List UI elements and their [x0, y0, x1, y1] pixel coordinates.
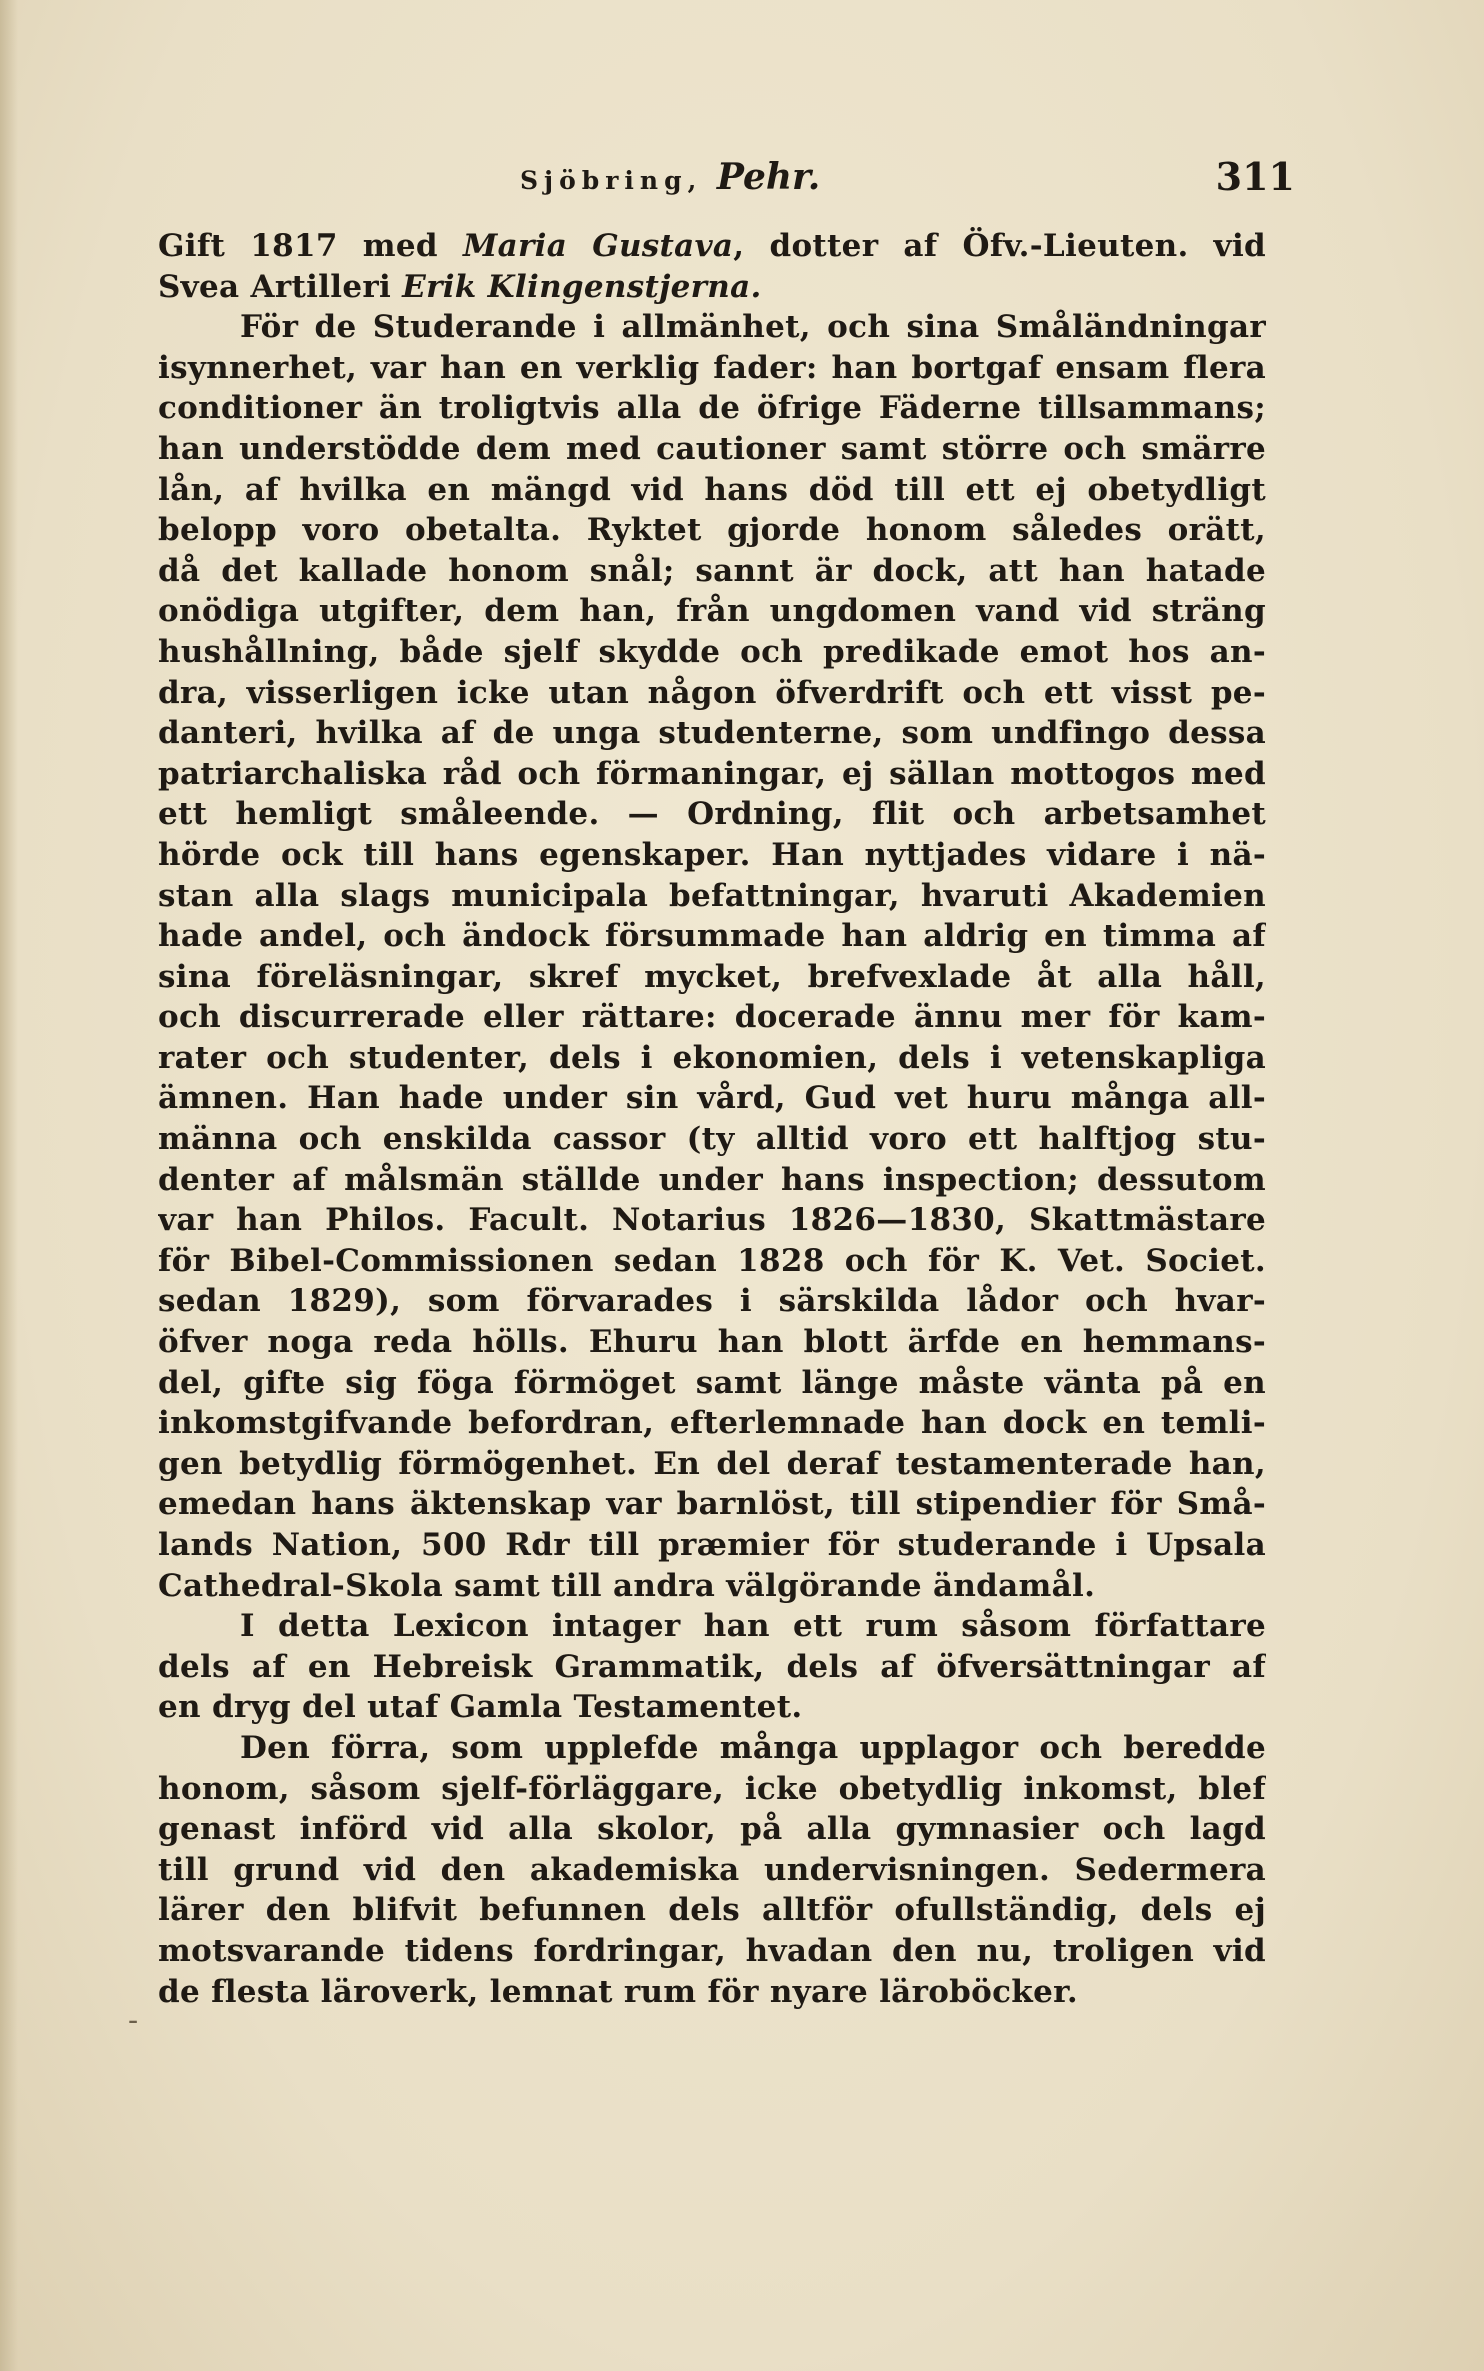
text-segment: rater och studenter, dels i ekonomien, dels i vetenskapliga: [158, 1039, 1266, 1076]
text-segment: Den förra, som upplefde många upplagor och beredde: [240, 1729, 1266, 1766]
text-segment: var han Philos. Facult. Notarius 1826—1830, Skattmästare: [158, 1202, 1266, 1239]
text-line: [158, 1078, 1266, 1119]
text-segment: han understödde dem med cautioner samt större och smärre: [158, 430, 1266, 467]
text-line: [158, 551, 1266, 592]
text-line: [158, 1484, 1266, 1525]
text-line: [158, 1809, 1266, 1850]
text-segment: hushållning, både sjelf skydde och predikade emot hos an-: [158, 633, 1266, 670]
text-segment: denter af målsmän ställde under hans inspection; dessutom: [158, 1161, 1266, 1198]
italic-text-segment: Erik Klingenstjerna.: [402, 268, 762, 305]
italic-text-segment: Maria Gustava: [463, 228, 734, 264]
text-segment: till grund vid den akademiska undervisningen. Sedermera: [158, 1851, 1266, 1888]
text-line: [158, 632, 1266, 673]
text-line: [158, 470, 1266, 511]
text-line: [158, 713, 1266, 754]
text-line: [158, 673, 1266, 714]
text-line: [158, 1850, 1266, 1891]
text-line: [158, 267, 1266, 308]
text-segment: hörde ock till hans egenskaper. Han nyttjades vidare i nä-: [158, 836, 1266, 873]
text-line: [158, 1606, 1266, 1647]
text-line: [158, 1444, 1266, 1485]
text-line: [158, 1769, 1266, 1810]
text-line: [158, 1200, 1266, 1241]
text-line: [158, 226, 1266, 267]
text-line: [158, 1972, 1266, 2013]
text-line: [158, 1728, 1266, 1769]
text-line: [158, 307, 1266, 348]
text-line: [158, 876, 1266, 917]
text-segment: Gift 1817 med: [158, 228, 463, 264]
text-segment: För de Studerande i allmänhet, och sina Småländningar: [240, 309, 1266, 346]
text-line: [158, 388, 1266, 429]
text-segment: och discurrerade eller rättare: docerade ännu mer för kam-: [158, 999, 1266, 1036]
page-header: [140, 150, 1295, 210]
text-segment: ett hemligt småleende. — Ordning, flit och arbetsamhet: [158, 796, 1266, 833]
text-segment: gen betydlig förmögenhet. En del deraf testamenterade han,: [158, 1445, 1266, 1482]
text-segment: motsvarande tidens fordringar, hvadan den nu, troligen vid: [158, 1932, 1266, 1969]
text-segment: inkomstgifvande befordran, efterlemnade han dock en temli-: [158, 1405, 1266, 1442]
text-line: [158, 1160, 1266, 1201]
page-number: 311: [1215, 154, 1295, 199]
text-segment: öfver noga reda hölls. Ehuru han blott ärfde en hemmans-: [158, 1324, 1266, 1361]
text-segment: onödiga utgifter, dem han, från ungdomen vand vid sträng: [158, 593, 1266, 630]
text-segment: ämnen. Han hade under sin vård, Gud vet huru många all-: [158, 1080, 1266, 1117]
text-segment: genast införd vid alla skolor, på alla gymnasier och lagd: [158, 1811, 1266, 1848]
text-line: [158, 510, 1266, 551]
text-segment: patriarchaliska råd och förmaningar, ej sällan mottogos med: [158, 755, 1266, 792]
text-line: [158, 1119, 1266, 1160]
text-segment: conditioner än troligtvis alla de öfrige Fäderne tillsammans;: [158, 390, 1266, 427]
text-line: [158, 429, 1266, 470]
text-line: [158, 1647, 1266, 1688]
text-segment: lands Nation, 500 Rdr till præmier för studerande i Upsala: [158, 1527, 1266, 1563]
text-segment: I detta Lexicon intager han ett rum såsom författare: [240, 1608, 1266, 1645]
text-line: [158, 1281, 1266, 1322]
text-line: [158, 754, 1266, 795]
text-segment: emedan hans äktenskap var barnlöst, till stipendier för Små-: [158, 1486, 1266, 1523]
text-segment: stan alla slags municipala befattningar, hvaruti Akademien: [158, 877, 1266, 914]
running-head-given-name: Pehr.: [716, 156, 821, 198]
text-line: [158, 348, 1266, 389]
text-segment: Svea Artilleri: [158, 268, 403, 305]
text-line: [158, 1890, 1266, 1931]
text-line: [158, 1241, 1266, 1282]
text-segment: sina föreläsningar, skref mycket, brefvexlade åt alla håll,: [158, 958, 1266, 995]
text-line: [158, 997, 1266, 1038]
text-segment: lån, af hvilka en mängd vid hans död till ett ej obetydligt: [158, 471, 1266, 508]
text-segment: belopp voro obetalta. Ryktet gjorde honom således orätt,: [158, 512, 1266, 549]
text-line: [158, 1403, 1266, 1444]
text-line: [158, 1566, 1266, 1607]
text-segment: del, gifte sig föga förmöget samt länge måste vänta på en: [158, 1364, 1266, 1401]
text-line: [158, 1322, 1266, 1363]
text-segment: sedan 1829), som förvarades i särskilda lådor och hvar-: [158, 1283, 1266, 1320]
text-line: [158, 957, 1266, 998]
text-segment: männa och enskilda cassor (ty alltid voro ett halftjog stu-: [158, 1121, 1266, 1158]
text-segment: dels af en Hebreisk Grammatik, dels af öfversättningar af: [158, 1648, 1266, 1685]
body-text: [158, 226, 1266, 2012]
text-segment: , dotter af Öfv.-Lieuten. vid: [733, 228, 1266, 264]
text-segment: honom, såsom sjelf-förläggare, icke obetydlig inkomst, blef: [158, 1770, 1266, 1807]
text-segment: hade andel, och ändock försummade han aldrig en timma af: [158, 918, 1266, 955]
text-segment: danteri, hvilka af de unga studenterne, som undfingo dessa: [158, 715, 1266, 752]
margin-dash-mark: -: [128, 2003, 139, 2038]
text-segment: för Bibel-Commissionen sedan 1828 och för K. Vet. Societ.: [158, 1242, 1266, 1279]
text-segment: lärer den blifvit befunnen dels alltför ofullständig, dels ej: [158, 1892, 1266, 1929]
text-line: [158, 591, 1266, 632]
text-line: [158, 794, 1266, 835]
text-line: [158, 1525, 1266, 1566]
text-line: [158, 1363, 1266, 1404]
text-line: [158, 835, 1266, 876]
text-segment: då det kallade honom snål; sannt är dock, att han hatade: [158, 552, 1266, 589]
text-segment: Cathedral-Skola samt till andra välgörande ändamål.: [158, 1567, 1096, 1604]
running-head: [520, 156, 820, 198]
text-line: [158, 916, 1266, 957]
text-segment: dra, visserligen icke utan någon öfverdrift och ett visst pe-: [158, 674, 1266, 711]
page-gutter-shadow: [0, 0, 18, 2371]
text-segment: de flesta läroverk, lemnat rum för nyare läroböcker.: [158, 1973, 1078, 2010]
running-head-surname: Sjöbring,: [520, 166, 703, 195]
text-line: [158, 1038, 1266, 1079]
text-segment: en dryg del utaf Gamla Testamentet.: [158, 1689, 803, 1726]
text-line: [158, 1687, 1266, 1728]
text-segment: isynnerhet, var han en verklig fader: han bortgaf ensam flera: [158, 349, 1266, 386]
text-line: [158, 1931, 1266, 1972]
